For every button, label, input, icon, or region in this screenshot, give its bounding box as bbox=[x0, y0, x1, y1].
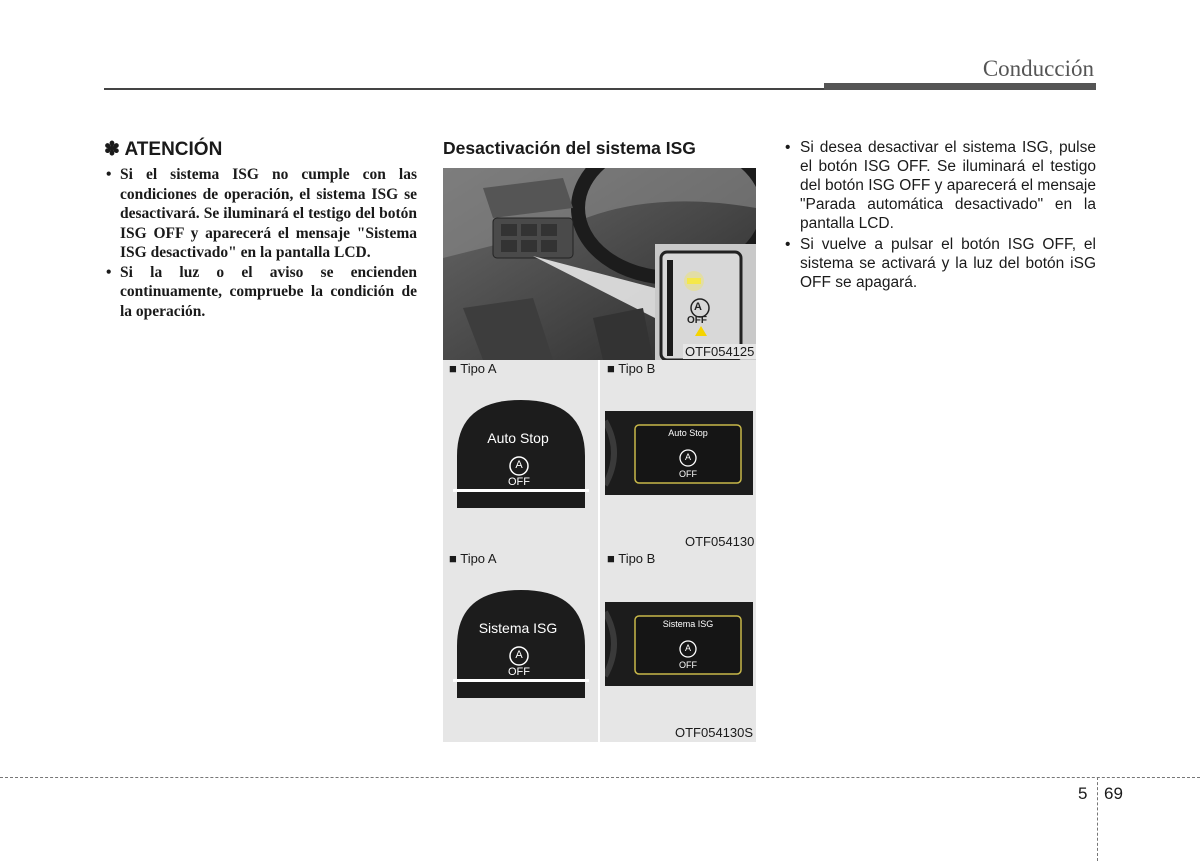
gauge-message: Sistema ISG bbox=[478, 620, 558, 636]
figure-code: OTF054130 bbox=[685, 534, 755, 549]
instructions bbox=[783, 138, 1096, 294]
figure-code: OTF054130S bbox=[675, 725, 754, 740]
caution-box bbox=[104, 138, 417, 321]
lcd-message: Auto Stop bbox=[668, 428, 708, 438]
caution-list bbox=[104, 165, 417, 321]
type-b-label: ■ Tipo B bbox=[607, 361, 656, 376]
gauge-icon-letter: A bbox=[515, 459, 523, 471]
type-a-label: ■ Tipo A bbox=[449, 551, 497, 566]
footer-rule bbox=[0, 777, 1200, 778]
button-a-label: A bbox=[694, 301, 702, 313]
lcd-message: Sistema ISG bbox=[662, 619, 714, 629]
instruction-item: • Si vuelve a pulsar el botón ISG OFF, el sistema se activará y la luz del botón iSG OFF se apagará. bbox=[783, 235, 1096, 292]
type-a-label: ■ Tipo A bbox=[449, 361, 497, 376]
lcd-display-b bbox=[605, 411, 753, 495]
chapter-number: 5 bbox=[1078, 784, 1088, 803]
gauge-icon-letter: A bbox=[515, 649, 523, 661]
dashboard-illustration bbox=[443, 168, 756, 360]
gauge-message: Auto Stop bbox=[487, 430, 549, 446]
figure-code: OTF054125 bbox=[685, 344, 755, 359]
section-title: Conducción bbox=[982, 56, 1094, 81]
gauge-display-a bbox=[453, 586, 589, 704]
type-b-label: ■ Tipo B bbox=[607, 551, 656, 566]
dashboard-photo bbox=[443, 168, 756, 360]
instruction-item: • Si desea desactivar el sistema ISG, pulse el botón ISG OFF. Se iluminará el testigo del botón ISG OFF y aparecerá el mensaje "Parada automática desactivado" en la pantalla LCD. bbox=[783, 138, 1096, 233]
panel-divider bbox=[598, 360, 600, 742]
header-rule bbox=[104, 88, 824, 90]
gauge-icon-off: OFF bbox=[508, 476, 530, 488]
header-bar bbox=[824, 83, 1096, 90]
gauge-icon-off: OFF bbox=[508, 666, 530, 678]
lcd-icon-letter: A bbox=[684, 643, 691, 653]
caution-item: • Si la luz o el aviso se encienden continuamente, compruebe la condición de la operación. bbox=[104, 263, 417, 322]
caution-item: • Si el sistema ISG no cumple con las condiciones de operación, el sistema ISG se desactivará. Se iluminará el testigo del botón ISG OFF y aparecerá el mensaje "Sistema ISG desactivado" en la pantalla LCD. bbox=[104, 165, 417, 263]
instruction-list bbox=[783, 138, 1096, 292]
footer-divider bbox=[1097, 777, 1098, 861]
lcd-display-b bbox=[605, 602, 753, 686]
lcd-icon-letter: A bbox=[684, 452, 691, 462]
gauge-display-a bbox=[453, 396, 589, 514]
lcd-icon-off: OFF bbox=[679, 469, 697, 479]
button-off-label: OFF bbox=[687, 315, 707, 326]
caution-heading: ✽ ATENCIÓN bbox=[104, 139, 223, 160]
page-number: 69 bbox=[1104, 784, 1123, 803]
subsection-heading: Desactivación del sistema ISG bbox=[443, 138, 696, 158]
lcd-icon-off: OFF bbox=[679, 660, 697, 670]
